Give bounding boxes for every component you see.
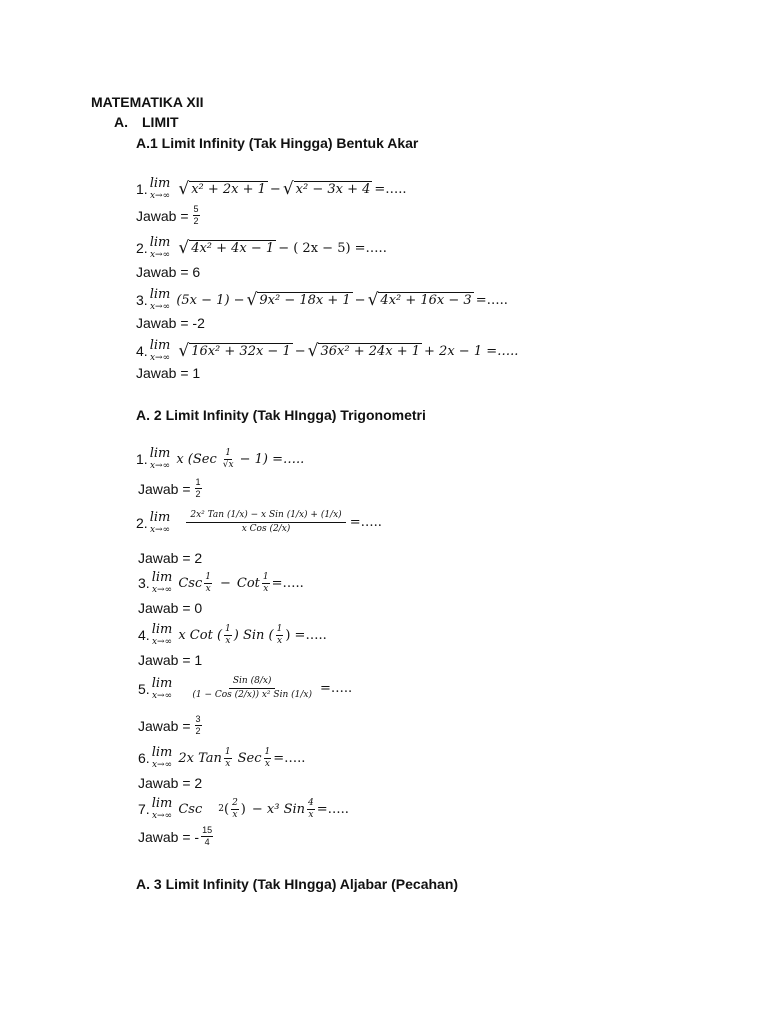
a2-answer-4: Jawab = 1 [138,652,203,668]
problem-number: 5. [138,680,150,697]
a2-answer-1: Jawab = $\frac{1}{2}$ [138,477,201,499]
limit-operator: lim x→∞ [151,570,173,595]
a2-answer-7: Jawab = - $\frac{15}{4}$ [138,825,213,847]
a2-problem-7: 7. lim x→∞ Csc 2 ( $\frac{2}{x}$ ) − x³ Sin $\frac{4}{x}$ =….. [138,796,349,821]
sqrt-expression: √ 16x² + 32x − 1 [178,340,291,361]
answer-fraction: $\frac{1}{2}$ [195,477,201,499]
limit-operator: lim x→∞ [151,622,173,647]
limit-operator: lim x→∞ [149,446,171,471]
a3-title: A. 3 Limit Infinity (Tak HIngga) Aljabar (Pecahan) [136,876,459,892]
a1-answer-1: Jawab = $\frac{5}{2}$ [136,204,199,226]
a1-answer-4: Jawab = 1 [136,365,201,381]
section-heading [114,114,179,130]
section-number: A. [114,114,128,130]
problem-number: 4. [138,627,150,643]
a2-title: A. 2 Limit Infinity (Tak HIngga) Trigonometri [136,407,426,423]
problem-number: 7. [138,801,150,817]
compound-fraction: $\frac{\text{2x² Tan (1/x) − x Sin (1/x) + (1/x)}}{\text{x Cos (2/x)}}$ [186,509,345,536]
sqrt-expression: √ 4x² + 16x − 3 [367,289,472,310]
sqrt-expression: √ 9x² − 18x + 1 [246,289,351,310]
a2-problem-1: 1. lim x→∞ x (Sec $\frac{1}{√x}$ − 1) =….. [136,446,305,471]
problem-number: 3. [136,292,148,308]
limit-operator: lim x→∞ [151,796,173,821]
a1-problem-1: 1. lim x→∞ √ x² + 2x + 1 − √ x² − 3x + 4 =….. [136,176,407,201]
a2-problem-5: 5. lim x→∞ $\frac{\text{Sin (8/x)}}{\text{(1 − Cos (2/x)) x² Sin (1/x)}}$ =….. [138,675,353,701]
answer-fraction: $\frac{3}{2}$ [195,714,201,736]
compound-fraction: $\frac{\text{Sin (8/x)}}{\text{(1 − Cos (2/x)) x² Sin (1/x)}}$ [192,676,312,700]
sqrt-expression: √ 4x² + 4x − 1 [178,237,275,258]
a2-problem-4: 4. lim x→∞ x Cot ( $\frac{1}{x}$ ) Sin ( $\frac{1}{x}$ ) =….. [138,622,327,647]
limit-operator: lim x→∞ [151,745,173,770]
limit-operator: lim x→∞ [149,235,171,260]
doc-title: MATEMATIKA XII [91,94,204,110]
a2-problem-6: 6. lim x→∞ 2x Tan $\frac{1}{x}$ Sec $\frac{1}{x}$ =….. [138,745,306,770]
section-label: LIMIT [142,114,179,130]
a1-answer-3: Jawab = -2 [136,315,205,331]
problem-number: 1. [136,181,148,197]
sqrt-expression: √ x² + 2x + 1 [178,178,266,199]
problem-number: 6. [138,750,150,766]
a2-problem-3: 3. lim x→∞ Csc $\frac{1}{x}$ − Cot $\frac{1}{x}$ =….. [138,570,304,595]
a2-answer-3: Jawab = 0 [138,600,203,616]
a1-problem-3: 3. lim x→∞ (5x − 1) − √ 9x² − 18x + 1 − √ 4x² + 16x − 3 =….. [136,287,508,312]
sqrt-expression: √ 36x² + 24x + 1 [307,340,421,361]
limit-operator: lim x→∞ [149,287,171,312]
a1-problem-4: 4. lim x→∞ √ 16x² + 32x − 1 − √ 36x² + 24x + 1 + 2x − 1 =….. [136,338,519,363]
problem-number: 2. [136,514,148,531]
answer-fraction: $\frac{5}{2}$ [193,204,199,226]
a1-title: A.1 Limit Infinity (Tak Hingga) Bentuk Akar [136,135,419,151]
sqrt-expression: √ x² − 3x + 4 [282,178,371,199]
limit-operator: lim x→∞ [149,509,171,535]
problem-number: 4. [136,343,148,359]
a2-answer-6: Jawab = 2 [138,775,203,791]
a1-answer-2: Jawab = 6 [136,264,201,280]
problem-number: 1. [136,451,148,467]
limit-operator: lim x→∞ [149,338,171,363]
a2-answer-5: Jawab = $\frac{3}{2}$ [138,714,201,736]
answer-fraction: $\frac{15}{4}$ [202,825,213,847]
problem-number: 3. [138,575,150,591]
a1-problem-2: 2. lim x→∞ √ 4x² + 4x − 1 − ( 2x − 5) =….. [136,235,387,260]
limit-operator: lim x→∞ [149,176,171,201]
a2-answer-2: Jawab = 2 [138,550,203,566]
limit-operator: lim x→∞ [151,675,173,701]
problem-number: 2. [136,240,148,256]
a2-problem-2: 2. lim x→∞ $\frac{\text{2x² Tan (1/x) − x Sin (1/x) + (1/x)}}{\text{x Cos (2/x)}}$ =….. [136,509,382,535]
